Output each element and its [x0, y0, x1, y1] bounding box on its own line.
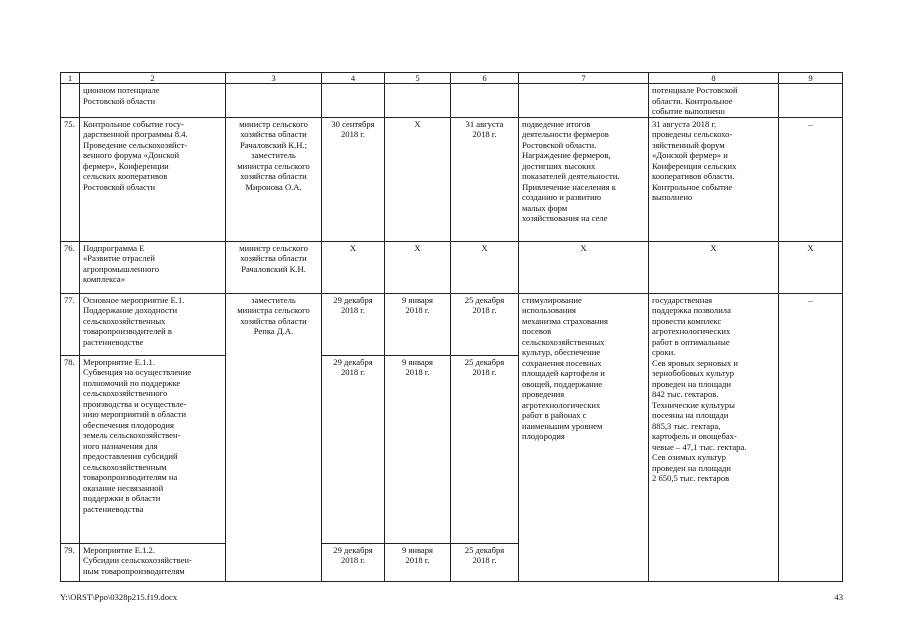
- plan-start: 9 января 2018 г.: [385, 543, 451, 581]
- column-number: 2: [80, 73, 226, 84]
- column-number: 4: [322, 73, 385, 84]
- expected-result: Х: [519, 241, 649, 293]
- plan-start: Х: [385, 117, 451, 241]
- event-name: ционном потенциале Ростовской области: [80, 84, 226, 118]
- actual-date: 25 декабря 2018 г.: [451, 543, 519, 581]
- reasons: [779, 84, 843, 118]
- row-number: 78.: [61, 355, 80, 543]
- column-number: 7: [519, 73, 649, 84]
- row-number: 75.: [61, 117, 80, 241]
- responsible: министр сельского хозяйства области Рачаловский К.Н.; заместитель министра сельского хозяйства области Миронова О.А.: [226, 117, 322, 241]
- plan-start: [385, 84, 451, 118]
- plan-date: 29 декабря 2018 г.: [322, 543, 385, 581]
- event-name: Контрольное событие госу- дарственной программы 8.4. Проведение сельскохозяйст- венного форума «Донской фермер», Конференции сельских кооперативов Ростовской области: [80, 117, 226, 241]
- column-number-row: [61, 73, 843, 84]
- column-number: 8: [649, 73, 779, 84]
- plan-start: Х: [385, 241, 451, 293]
- event-name: Мероприятие Е.1.1. Субвенция на осуществление полномочий по поддержке сельскохозяйственного производства и осуществле- нию мероприятий в области обеспечения плодородия земель сельскохозяйствен- ного назначения для предоставления субсидий сельскохозяйственным товаропроизводителям на оказание несвязанной поддержки в области растениеводства: [80, 355, 226, 543]
- reasons: Х: [779, 241, 843, 293]
- reasons: –: [779, 293, 843, 581]
- reasons: –: [779, 117, 843, 241]
- actual-date: [451, 84, 519, 118]
- expected-result: [519, 84, 649, 118]
- row-number: 79.: [61, 543, 80, 581]
- row-number: 77.: [61, 293, 80, 355]
- event-name: Основное мероприятие Е.1. Поддержание доходности сельскохозяйственных товаропроизводителей в растениеводстве: [80, 293, 226, 355]
- plan-date: Х: [322, 241, 385, 293]
- actual-result: потенциале Ростовской области. Контрольное событие выполнено: [649, 84, 779, 118]
- table-row-continued: [61, 84, 843, 118]
- actual-date: 31 августа 2018 г.: [451, 117, 519, 241]
- page-number: 43: [834, 592, 843, 602]
- event-name: Мероприятие Е.1.2. Субсидии сельскохозяйствен- ным товаропроизводителям: [80, 543, 226, 581]
- plan-start: 9 января 2018 г.: [385, 293, 451, 355]
- responsible: министр сельского хозяйства области Рачаловский К.Н.: [226, 241, 322, 293]
- event-name: Подпрограмма Е «Развитие отраслей агропромышленного комплекса»: [80, 241, 226, 293]
- column-number: 9: [779, 73, 843, 84]
- expected-result: подведение итогов деятельности фермеров Ростовской области. Награждение фермеров, достигших высоких показателей деятельности. Привлечение населения к созданию и развитию малых форм хозяйствования на селе: [519, 117, 649, 241]
- plan-date: 30 сентября 2018 г.: [322, 117, 385, 241]
- plan-date: [322, 84, 385, 118]
- table-row-77: [61, 293, 843, 355]
- row-number: [61, 84, 80, 118]
- table-row-76: [61, 241, 843, 293]
- column-number: 6: [451, 73, 519, 84]
- footer-file-path: Y:\ORST\Ppo\0328p215.f19.docx: [60, 592, 178, 602]
- plan-date: 29 декабря 2018 г.: [322, 293, 385, 355]
- responsible: заместитель министра сельского хозяйства области Репка Д.А.: [226, 293, 322, 581]
- actual-date: 25 декабря 2018 г.: [451, 355, 519, 543]
- plan-date: 29 декабря 2018 г.: [322, 355, 385, 543]
- responsible: [226, 84, 322, 118]
- actual-result: 31 августа 2018 г. проведены сельскохо- зяйственный форум «Донской фермер» и Конференция сельских кооперативов области. Контрольное событие выполнено: [649, 117, 779, 241]
- plan-table: [60, 72, 843, 582]
- actual-result: государственная поддержка позволила провести комплекс агротехнологических работ в оптимальные сроки. Сев яровых зерновых и зернобобовых культур проведен на площади 842 тыс. гектаров. Технические культуры посеяны на площади 885,3 тыс. гектара, картофель и овощебах- чевые – 47,1 тыс. гектара. Сев озимых культур проведен на площади 2 650,5 тыс. гектаров: [649, 293, 779, 581]
- column-number: 3: [226, 73, 322, 84]
- actual-date: Х: [451, 241, 519, 293]
- plan-start: 9 января 2018 г.: [385, 355, 451, 543]
- table-row-75: [61, 117, 843, 241]
- column-number: 1: [61, 73, 80, 84]
- row-number: 76.: [61, 241, 80, 293]
- expected-result: стимулирование использования механизма страхования посевов сельскохозяйственных культур, обеспечение сохранения посевных площадей картофеля и овощей, поддержание проведения агротехнологических работ в районах с наименьшим уровнем плодородия: [519, 293, 649, 581]
- actual-date: 25 декабря 2018 г.: [451, 293, 519, 355]
- column-number: 5: [385, 73, 451, 84]
- actual-result: Х: [649, 241, 779, 293]
